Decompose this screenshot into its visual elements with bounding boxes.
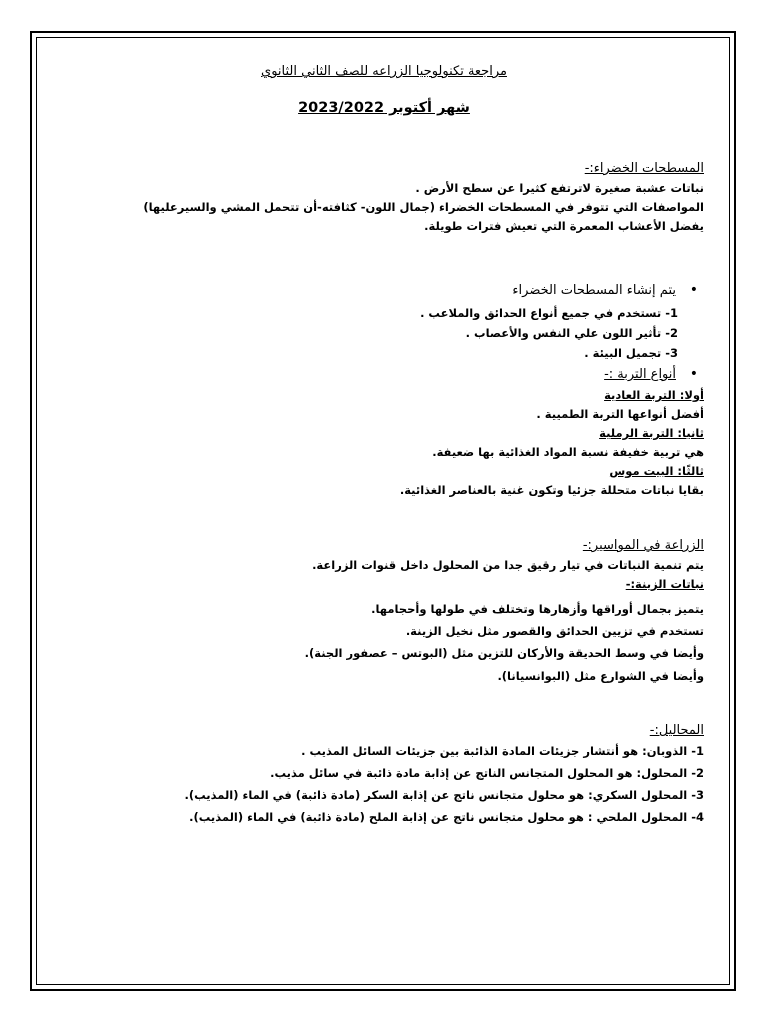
pipes-heading: الزراعة في المواسير:- — [582, 538, 704, 553]
solutions-item-4: 4- المحلول الملحي : هو محلول متجانس ناتج عن إذابة الملح (مادة ذائبة) في الماء (المذيب). — [189, 810, 704, 824]
soil-third-text: بقايا نباتات متحللة جزئيا وتكون غنية بالعناصر الغذائية. — [399, 483, 704, 497]
ornamental-line-4: وأيضا في الشوارع مثل (البوانسيانا). — [497, 669, 704, 683]
soil-second-text: هي تربية خفيفة نسبة المواد الغذائية بها ضعيفة. — [432, 445, 704, 459]
bullet-icon — [676, 367, 698, 382]
lawns-line-2: المواصفات التي تتوفر في المسطحات الخضراء (جمال اللون- كثافته-أن تتحمل المشي والسيرعليها) — [143, 200, 704, 214]
doc-month: شهر أكتوبر 2023/2022 — [298, 100, 470, 116]
establish-heading — [36, 282, 698, 299]
soil-first-text: أفضل أنواعها التربة الطميية . — [536, 407, 704, 421]
solutions-item-2: 2- المحلول: هو المحلول المتجانس الناتج عن إذابة مادة ذائبة في سائل مذيب. — [270, 766, 704, 780]
soil-heading — [36, 366, 698, 383]
lawns-line-1: نباتات عشبة صغيرة لاترتفع كثيرا عن سطح الأرض . — [415, 181, 704, 195]
document-page — [36, 42, 732, 982]
solutions-heading: المحاليل:- — [649, 723, 704, 738]
soil-second-label: ثانيا: التربة الرملية — [599, 426, 704, 440]
pipes-text: يتم تنمية النباتات في تيار رقيق جدا من المحلول داخل قنوات الزراعة. — [312, 558, 704, 572]
soil-heading-text: أنواع التربة :- — [604, 367, 676, 382]
ornamental-heading: نباتات الزينة:- — [625, 577, 704, 591]
solutions-item-1: 1- الذوبان: هو أنتشار جزيئات المادة الذائبة بين جزيئات السائل المذيب . — [301, 744, 704, 758]
solutions-item-3: 3- المحلول السكري: هو محلول متجانس ناتج عن إذابة السكر (مادة ذائبة) في الماء (المذيب). — [184, 788, 704, 802]
soil-third-label: ثالثًا: البيت موس — [609, 464, 704, 478]
soil-first-label: أولا: التربة العادية — [604, 388, 704, 402]
establish-item-2: 2- تأثير اللون علي النفس والأعصاب . — [465, 326, 678, 340]
ornamental-line-3: وأيضا في وسط الحديقة والأركان للتزين مثل (البوتس – عصفور الجنة). — [304, 646, 704, 660]
lawns-line-3: يفضل الأعشاب المعمرة التي تعيش فترات طويلة. — [424, 219, 704, 233]
establish-heading-text: يتم إنشاء المسطحات الخضراء — [512, 283, 676, 298]
ornamental-line-1: يتميز بجمال أوراقها وأزهارها وتختلف في طولها وأحجامها. — [371, 602, 704, 616]
bullet-icon — [676, 283, 698, 298]
lawns-heading: المسطحات الخضراء:- — [584, 161, 704, 176]
establish-item-3: 3- تجميل البيئة . — [584, 346, 678, 360]
establish-item-1: 1- تستخدم في جميع أنواع الحدائق والملاعب . — [420, 306, 678, 320]
ornamental-line-2: تستخدم في تزيين الحدائق والقصور مثل نخيل الزينة. — [405, 624, 704, 638]
doc-title: مراجعة تكنولوجيا الزراعه للصف الثاني الثانوي — [261, 64, 507, 79]
